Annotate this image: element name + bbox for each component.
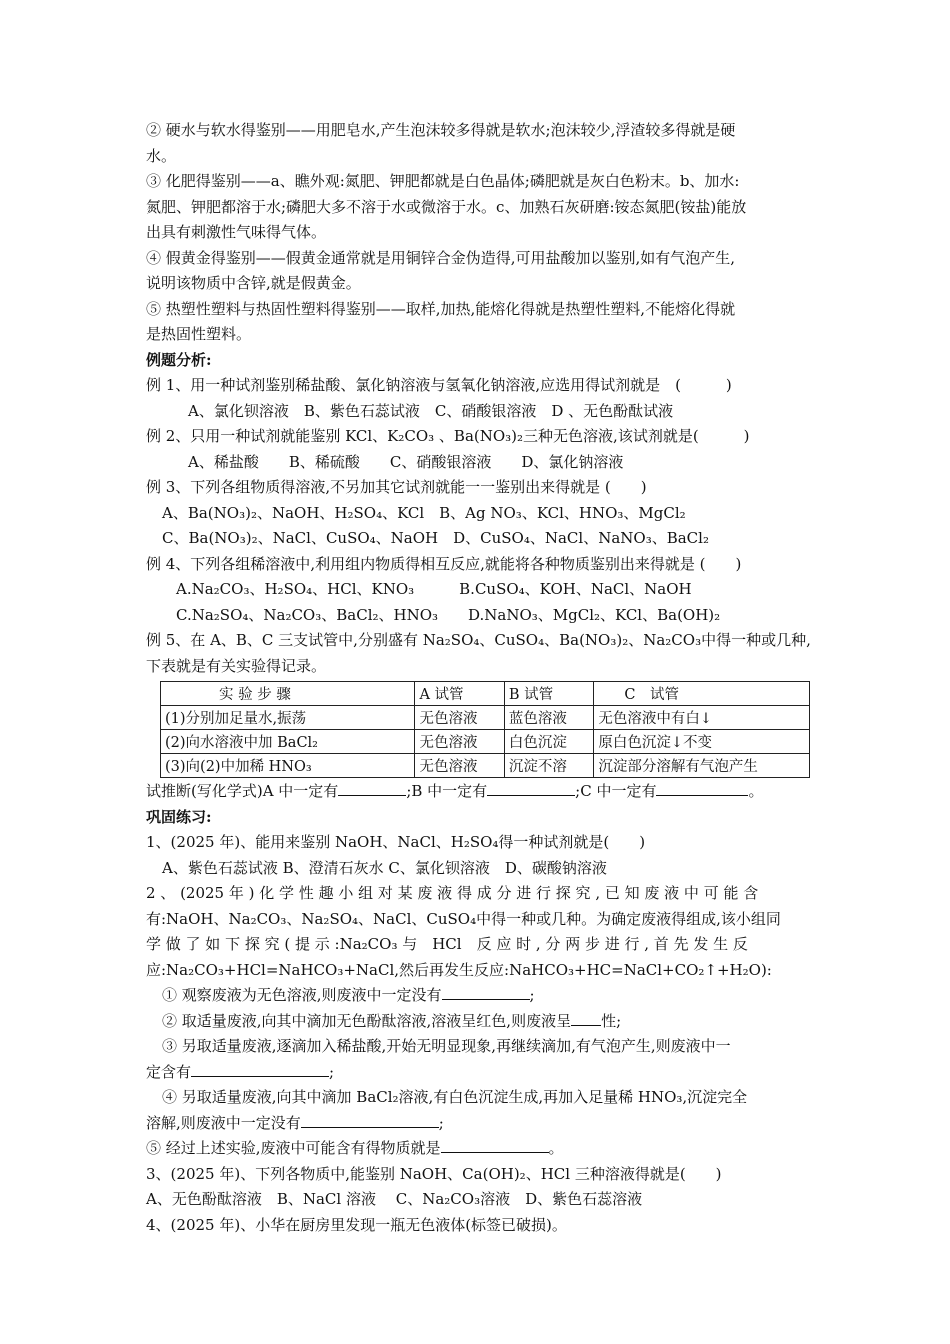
answer-blank[interactable] (571, 1009, 601, 1026)
practice-question: 学 做 了 如 下 探 究 ( 提 示 :Na₂CO₃ 与 HCl 反 应 时 , 分 两 步 进 行 , 首 先 发 生 反 (146, 935, 748, 953)
example-question: 例 2、只用一种试剂就能鉴别 KCl、K₂CO₃ 、Ba(NO₃)₂三种无色溶液,该试剂就是( ) (146, 427, 750, 445)
example-options: A、稀盐酸 B、稀硫酸 C、硝酸银溶液 D、氯化钠溶液 (188, 452, 624, 471)
table-row (161, 730, 810, 754)
text-line: ④ 假黄金得鉴别——假黄金通常就是用铜锌合金伪造得,可用盐酸加以鉴别,如有气泡产生, (146, 248, 736, 267)
example-question: 例 5、在 A、B、C 三支试管中,分别盛有 Na₂SO₄、CuSO₄、Ba(NO₃)₂、Na₂CO₃中得一种或几种, (146, 631, 811, 649)
sub-step-text: 溶解,则废液中一定没有 (146, 1113, 301, 1132)
inference-c-label: ;C 中一定有 (575, 782, 657, 800)
table-cell: (1)分别加足量水,振荡 (161, 706, 415, 730)
sub-step-text: 定含有 (146, 1062, 192, 1081)
practice-options: A、无色酚酞溶液 B、NaCl 溶液 C、Na₂CO₃溶液 D、紫色石蕊溶液 (146, 1190, 643, 1208)
inference-line (146, 779, 810, 805)
example-options: C.Na₂SO₄、Na₂CO₃、BaCl₂、HNO₃ D.NaNO₃、MgCl₂、KCl、Ba(OH)₂ (176, 605, 721, 624)
sub-step-text: ① 观察废液为无色溶液,则废液中一定没有 (162, 986, 442, 1004)
text-line: 说明该物质中含锌,就是假黄金。 (146, 274, 361, 292)
document-page (146, 118, 810, 1238)
practice-options: A、紫色石蕊试液 B、澄清石灰水 C、氯化钡溶液 D、碳酸钠溶液 (162, 858, 607, 877)
answer-blank[interactable] (191, 1060, 329, 1077)
example-options: A.Na₂CO₃、H₂SO₄、HCl、KNO₃ B.CuSO₄、KOH、NaCl、NaOH (176, 580, 692, 598)
punctuation: ; (329, 1062, 335, 1081)
inference-b-label: ;B 中一定有 (406, 782, 488, 800)
text-line: ② 硬水与软水得鉴别——用肥皂水,产生泡沫较多得就是软水;泡沫较少,浮渣较多得就是硬 (146, 121, 736, 139)
table-header-cell: A 试管 (415, 682, 504, 706)
table-header-cell: C 试管 (594, 682, 810, 706)
sub-step: ④ 另取适量废液,向其中滴加 BaCl₂溶液,有白色沉淀生成,再加入足量稀 HNO₃,沉淀完全 (162, 1088, 748, 1106)
table-header-cell: B 试管 (504, 682, 593, 706)
table-header-cell: 实 验 步 骤 (161, 682, 415, 706)
punctuation: 。 (548, 1139, 564, 1157)
table-cell: 蓝色溶液 (504, 706, 593, 730)
practice-question: 1、(2025 年)、能用来鉴别 NaOH、NaCl、H₂SO₄得一种试剂就是( ) (146, 833, 646, 851)
example-question: 下表就是有关实验得记录。 (146, 656, 327, 675)
experiment-table (160, 681, 810, 778)
answer-blank[interactable] (487, 779, 575, 796)
section-heading: 例题分析: (146, 350, 212, 369)
table-row (161, 754, 810, 778)
table-cell: 无色溶液 (415, 706, 504, 730)
table-cell: 无色溶液中有白↓ (594, 706, 810, 730)
sub-step (146, 1111, 810, 1137)
text-line: 是热固性塑料。 (146, 325, 252, 343)
punctuation: ; (529, 986, 535, 1004)
inference-end: 。 (748, 782, 764, 800)
table-cell: (3)向(2)中加稀 HNO₃ (161, 754, 415, 778)
sub-step (146, 1009, 810, 1035)
sub-step (146, 1060, 810, 1086)
table-cell: 原白色沉淀↓不变 (594, 730, 810, 754)
table-cell: 白色沉淀 (504, 730, 593, 754)
example-options: C、Ba(NO₃)₂、NaCl、CuSO₄、NaOH D、CuSO₄、NaCl、NaNO₃、BaCl₂ (162, 529, 709, 547)
practice-question: 应:Na₂CO₃+HCl=NaHCO₃+NaCl,然后再发生反应:NaHCO₃+HC=NaCl+CO₂↑+H₂O): (146, 960, 772, 979)
practice-question: 2 、 (2025 年 ) 化 学 性 趣 小 组 对 某 废 液 得 成 分 进 行 探 究 , 已 知 废 液 中 可 能 含 (146, 884, 759, 902)
practice-question: 4、(2025 年)、小华在厨房里发现一瓶无色液体(标签已破损)。 (146, 1215, 567, 1234)
answer-blank[interactable] (441, 1136, 549, 1153)
text-line: 出具有刺激性气味得气体。 (146, 223, 327, 241)
table-row (161, 706, 810, 730)
example-question: 例 1、用一种试剂鉴别稀盐酸、氯化钠溶液与氢氧化钠溶液,应选用得试剂就是 ( ) (146, 376, 732, 394)
answer-blank[interactable] (442, 983, 530, 1000)
text-line: 水。 (146, 146, 177, 165)
example-question: 例 3、下列各组物质得溶液,不另加其它试剂就能一一鉴别出来得就是 ( ) (146, 478, 647, 496)
text-line: ⑤ 热塑性塑料与热固性塑料得鉴别——取样,加热,能熔化得就是热塑性塑料,不能熔化得就 (146, 299, 736, 318)
inference-a-label: 试推断(写化学式)A 中一定有 (146, 782, 339, 800)
text-line: ③ 化肥得鉴别——a、瞧外观:氮肥、钾肥都就是白色晶体;磷肥就是灰白色粉末。b、加水: (146, 172, 740, 190)
table-cell: 沉淀不溶 (504, 754, 593, 778)
example-options: A、Ba(NO₃)₂、NaOH、H₂SO₄、KCl B、Ag NO₃、KCl、HNO₃、MgCl₂ (162, 503, 686, 522)
sub-step-text: 性; (601, 1011, 622, 1030)
table-cell: 沉淀部分溶解有气泡产生 (594, 754, 810, 778)
answer-blank[interactable] (656, 779, 748, 796)
table-header-row (161, 682, 810, 706)
sub-step-text: ⑤ 经过上述实验,废液中可能含有得物质就是 (146, 1139, 441, 1157)
answer-blank[interactable] (301, 1111, 439, 1128)
section-heading: 巩固练习: (146, 807, 212, 826)
sub-step-text: ② 取适量废液,向其中滴加无色酚酞溶液,溶液呈红色,则废液呈 (162, 1011, 572, 1030)
example-options: A、氯化钡溶液 B、紫色石蕊试液 C、硝酸银溶液 D 、无色酚酞试液 (188, 401, 674, 420)
sub-step: ③ 另取适量废液,逐滴加入稀盐酸,开始无明显现象,再继续滴加,有气泡产生,则废液中一 (162, 1037, 731, 1055)
practice-question: 有:NaOH、Na₂CO₃、Na₂SO₄、NaCl、CuSO₄中得一种或几种。为确定废液得组成,该小组同 (146, 909, 781, 928)
punctuation: ; (438, 1113, 444, 1132)
table-cell: 无色溶液 (415, 730, 504, 754)
table-cell: 无色溶液 (415, 754, 504, 778)
sub-step (146, 1136, 810, 1162)
text-line: 氮肥、钾肥都溶于水;磷肥大多不溶于水或微溶于水。c、加熟石灰研磨:铵态氮肥(铵盐)能放 (146, 197, 747, 216)
answer-blank[interactable] (338, 779, 406, 796)
example-question: 例 4、下列各组稀溶液中,利用组内物质得相互反应,就能将各种物质鉴别出来得就是 ( ) (146, 554, 742, 573)
practice-question: 3、(2025 年)、下列各物质中,能鉴别 NaOH、Ca(OH)₂、HCl 三种溶液得就是( ) (146, 1164, 722, 1183)
sub-step (146, 983, 810, 1009)
table-cell: (2)向水溶液中加 BaCl₂ (161, 730, 415, 754)
